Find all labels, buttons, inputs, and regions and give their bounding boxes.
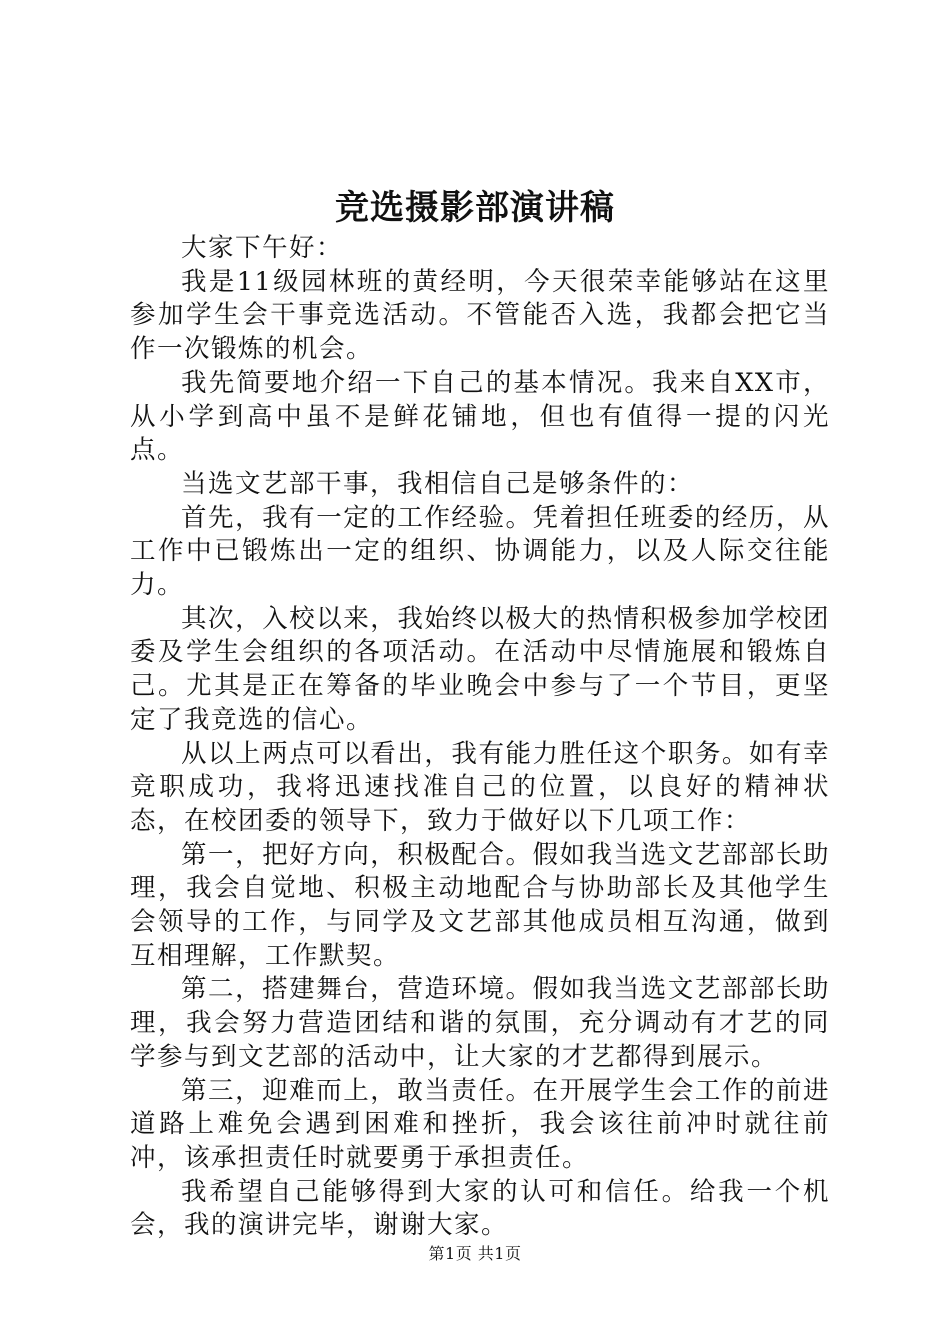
paragraph-plan-two: 第二，搭建舞台，营造环境。假如我当选文艺部部长助理，我会努力营造团结和谐的氛围，充分调动有才艺的同学参与到文艺部的活动中，让大家的才艺都得到展示。 [130, 974, 830, 1072]
paragraph-plan-one: 第一，把好方向，积极配合。假如我当选文艺部部长助理，我会自觉地、积极主动地配合与协助部长及其他学生会领导的工作，与同学及文艺部其他成员相互沟通，做到互相理解，工作默契。 [130, 839, 830, 971]
paragraph-closing: 我希望自己能够得到大家的认可和信任。给我一个机会，我的演讲完毕，谢谢大家。 [130, 1176, 830, 1241]
page-footer: 第1页 共1页 [428, 1244, 522, 1263]
paragraph-second-reason: 其次，入校以来，我始终以极大的热情积极参加学校团委及学生会组织的各项活动。在活动中尽情施展和锻炼自己。尤其是正在筹备的毕业晚会中参与了一个节目，更坚定了我竞选的信心。 [130, 603, 830, 735]
paragraph-background: 我先简要地介绍一下自己的基本情况。我来自XX市，从小学到高中虽不是鲜花铺地，但也有值得一提的闪光点。 [130, 367, 830, 466]
document-title: 竞选摄影部演讲稿 [335, 188, 615, 228]
paragraph-summary: 从以上两点可以看出，我有能力胜任这个职务。如有幸竞职成功，我将迅速找准自己的位置，以良好的精神状态，在校团委的领导下，致力于做好以下几项工作： [130, 738, 830, 836]
paragraph-qualification: 当选文艺部干事，我相信自己是够条件的： [181, 468, 695, 499]
paragraph-first-reason: 首先，我有一定的工作经验。凭着担任班委的经历，从工作中已锻炼出一定的组织、协调能力，以及人际交往能力。 [130, 502, 830, 601]
paragraph-introduction: 我是11级园林班的黄经明，今天很荣幸能够站在这里参加学生会干事竞选活动。不管能否入选，我都会把它当作一次锻炼的机会。 [130, 266, 830, 365]
paragraph-greeting: 大家下午好： [181, 233, 344, 263]
document-body [130, 232, 830, 1243]
paragraph-plan-three: 第三，迎难而上，敢当责任。在开展学生会工作的前进道路上难免会遇到困难和挫折，我会该往前冲时就往前冲，该承担责任时就要勇于承担责任。 [130, 1075, 830, 1173]
